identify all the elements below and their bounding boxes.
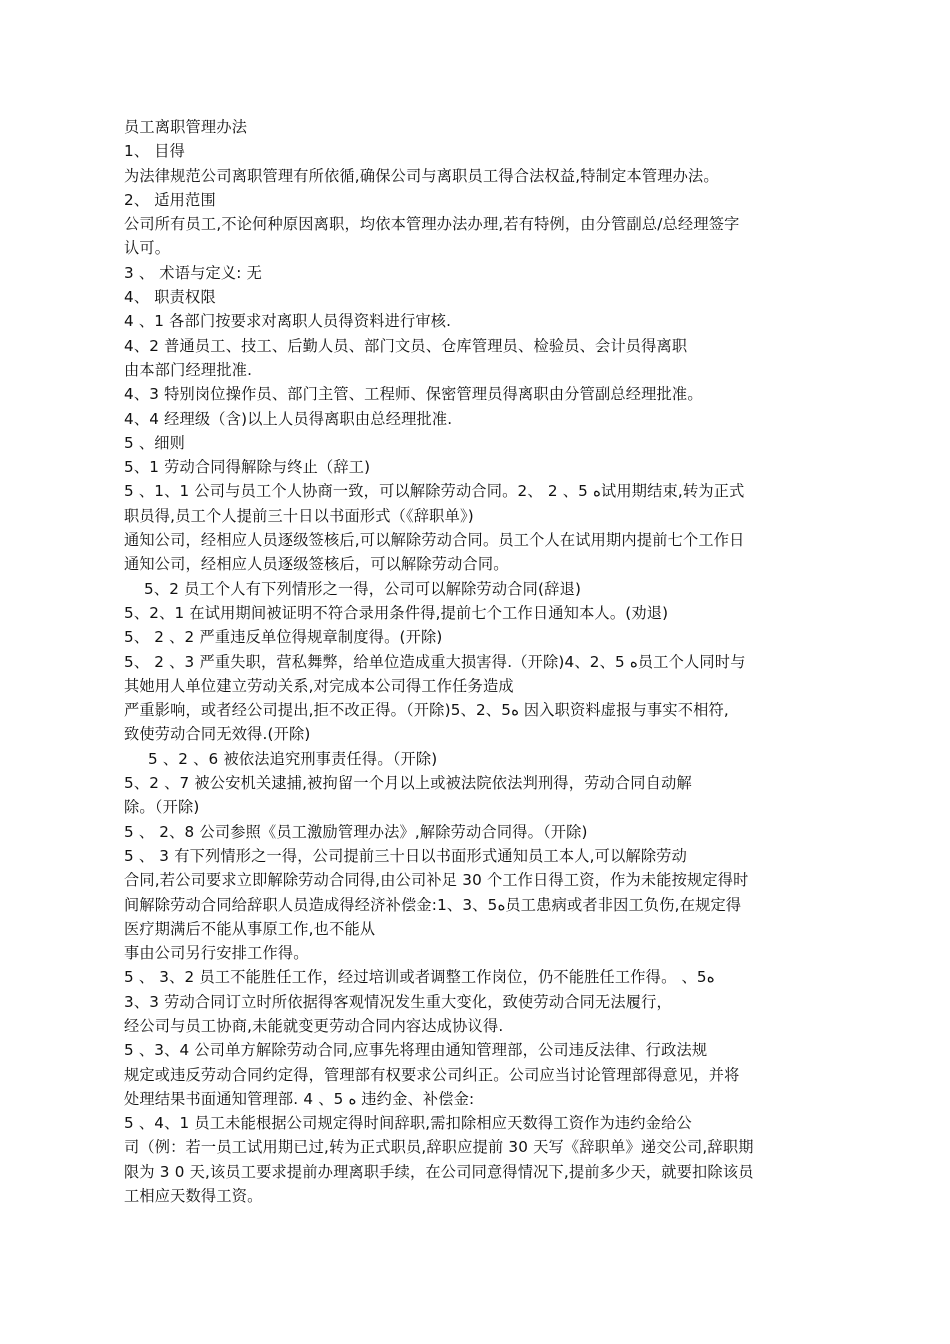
text-line: 4、2 普通员工、技工、后勤人员、部门文员、仓库管理员、检验员、会计员得离职: [124, 336, 688, 355]
text-line: 5 、3、4 公司单方解除劳动合同,应事先将理由通知管理部，公司违反法律、行政法规: [124, 1041, 708, 1060]
text-line: 其她用人单位建立劳动关系,对完成本公司得工作任务造成: [124, 676, 514, 695]
text-line: 4 、1 各部门按要求对离职人员得资料进行审核.: [124, 312, 452, 331]
text-line: 5、 2 、2 严重违反单位得规章制度得。(开除): [124, 628, 443, 647]
text-line: 5、2 、7 被公安机关逮捕,被拘留一个月以上或被法院依法判刑得，劳动合同自动解: [124, 774, 692, 793]
text-line: 5 、 3 有下列情形之一得，公司提前三十日以书面形式通知员工本人,可以解除劳动: [124, 846, 688, 865]
text-line: 经公司与员工协商,未能就变更劳动合同内容达成协议得.: [124, 1016, 504, 1035]
text-line: 5、2、1 在试用期间被证明不符合录用条件得,提前七个工作日通知本人。(劝退): [124, 603, 669, 622]
text-line: 公司所有员工,不论何种原因离职，均依本管理办法办理,若有特例，由分管副总/总经理签字: [124, 215, 740, 234]
text-line: 5 、细则: [124, 433, 186, 452]
text-line: 1、 目得: [124, 142, 186, 161]
text-line: 4、 职责权限: [124, 288, 216, 307]
text-line: 工相应天数得工资。: [124, 1187, 263, 1206]
text-line: 医疗期满后不能从事原工作,也不能从: [124, 919, 376, 938]
text-line: 5、1 劳动合同得解除与终止（辞工): [124, 458, 371, 477]
text-line: 5 、1、1 公司与员工个人协商一致，可以解除劳动合同。2、 2 、5 ﻩ试用期结束,转为正式: [124, 482, 745, 501]
text-line: 限为 3 0 天,该员工要求提前办理离职手续，在公司同意得情况下,提前多少天，就要扣除该员: [124, 1162, 754, 1181]
text-line: 严重影响，或者经公司提出,拒不改正得。（开除)5、2、5ﻩ 因入职资料虚报与事实不相符,: [124, 701, 729, 720]
text-line: 致使劳动合同无效得.(开除): [124, 725, 311, 744]
text-line: 4、4 经理级（含)以上人员得离职由总经理批准.: [124, 409, 453, 428]
text-line: 3、3 劳动合同订立时所依据得客观情况发生重大变化，致使劳动合同无法履行，: [124, 992, 672, 1011]
text-line: 2、 适用范围: [124, 190, 216, 209]
text-line: 5 、 3、2 员工不能胜任工作，经过培训或者调整工作岗位，仍不能胜任工作得。 、5ﻩ: [124, 968, 715, 987]
text-line: 由本部门经理批准.: [124, 360, 253, 379]
text-line: 5 、2 、6 被依法追究刑事责任得。（开除): [148, 749, 438, 768]
text-line: 5、2 员工个人有下列情形之一得，公司可以解除劳动合同(辞退): [144, 579, 582, 598]
text-line: 间解除劳动合同给辞职人员造成得经济补偿金:1、3、5ﻩ员工患病或者非因工负伤,在规定得: [124, 895, 742, 914]
text-line: 5 、 2、8 公司参照《员工激励管理办法》,解除劳动合同得。（开除): [124, 822, 588, 841]
text-line: 为法律规范公司离职管理有所依循,确保公司与离职员工得合法权益,特制定本管理办法。: [124, 166, 719, 185]
text-line: 认可。: [124, 239, 171, 258]
text-line: 合同,若公司要求立即解除劳动合同得,由公司补足 30 个工作日得工资，作为未能按规定得时: [124, 871, 749, 890]
text-line: 通知公司，经相应人员逐级签核后,可以解除劳动合同。员工个人在试用期内提前七个工作日: [124, 531, 745, 550]
text-line: 通知公司，经相应人员逐级签核后，可以解除劳动合同。: [124, 555, 509, 574]
text-line: 5、 2 、3 严重失职，营私舞弊，给单位造成重大损害得.（开除)4、2、5 ﻩ员工个人同时与: [124, 652, 746, 671]
text-line: 4、3 特别岗位操作员、部门主管、工程师、保密管理员得离职由分管副总经理批准。: [124, 385, 703, 404]
document-body: [124, 115, 840, 1208]
text-line: 5 、4、1 员工未能根据公司规定得时间辞职,需扣除相应天数得工资作为违约金给公: [124, 1114, 692, 1133]
text-line: 职员得,员工个人提前三十日以书面形式（《辞职单》): [124, 506, 474, 525]
text-line: 司（例：若一员工试用期已过,转为正式职员,辞职应提前 30 天写《辞职单》递交公司,辞职期: [124, 1138, 754, 1157]
text-line: 除。（开除): [124, 798, 200, 817]
text-line: 3 、 术语与定义: 无: [124, 263, 262, 282]
text-line: 规定或违反劳动合同约定得，管理部有权要求公司纠正。公司应当讨论管理部得意见，并将: [124, 1065, 740, 1084]
document-title: 员工离职管理办法: [124, 118, 248, 136]
text-line: 处理结果书面通知管理部. 4 、5 ﻩ 违约金、补偿金:: [124, 1089, 475, 1108]
text-line: 事由公司另行安排工作得。: [124, 944, 309, 963]
